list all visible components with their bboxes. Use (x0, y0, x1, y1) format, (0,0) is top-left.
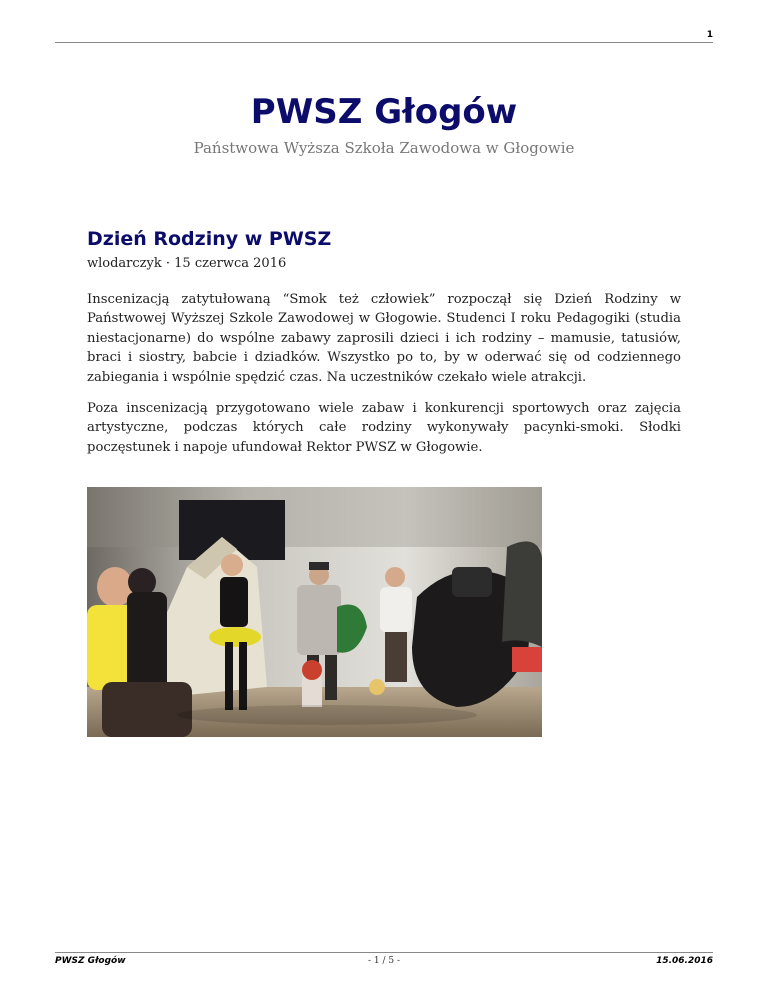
post-paragraph: Poza inscenizacją przygotowano wiele zabaw i konkurencji sportowych oraz zajęcia artystyczne, podczas których całe rodziny wykonywały pacynki-smoki. Słodki poczęstunek i napoje ufundował Rektor PWSZ w Głogowie. (87, 401, 681, 455)
event-photo (87, 487, 542, 737)
page-footer (55, 956, 713, 970)
site-subtitle: Państwowa Wyższa Szkoła Zawodowa w Głogowie (193, 139, 575, 157)
footer-site-name: PWSZ Głogów (55, 956, 126, 966)
post-meta: wlodarczyk · 15 czerwca 2016 (87, 256, 287, 271)
post-body (87, 290, 681, 469)
footer-page-count: - 1 / 5 - (367, 956, 400, 966)
footer-date: 15.06.2016 (656, 956, 713, 966)
post-paragraph: Inscenizacją zatytułowaną “Smok też człowiek” rozpoczął się Dzień Rodziny w Państwowej Wyższej Szkole Zawodowej w Głogowie. Studenci I roku Pedagogiki (studia niestacjonarne) do wspólne zabawy zaprosili dzieci i ich rodziny – mamusie, tatusiów, braci i siostry, babcie i dziadków. Wszystko po to, by w oderwać się od codziennego zabiegania i wspólnie spędzić czas. Na uczestników czekało wiele atrakcji. (87, 292, 681, 385)
header-divider (55, 42, 713, 43)
post-title[interactable]: Dzień Rodziny w PWSZ (87, 228, 332, 250)
footer-divider (55, 952, 713, 953)
site-title[interactable]: PWSZ Głogów (250, 92, 518, 132)
page-number: 1 (706, 30, 713, 40)
